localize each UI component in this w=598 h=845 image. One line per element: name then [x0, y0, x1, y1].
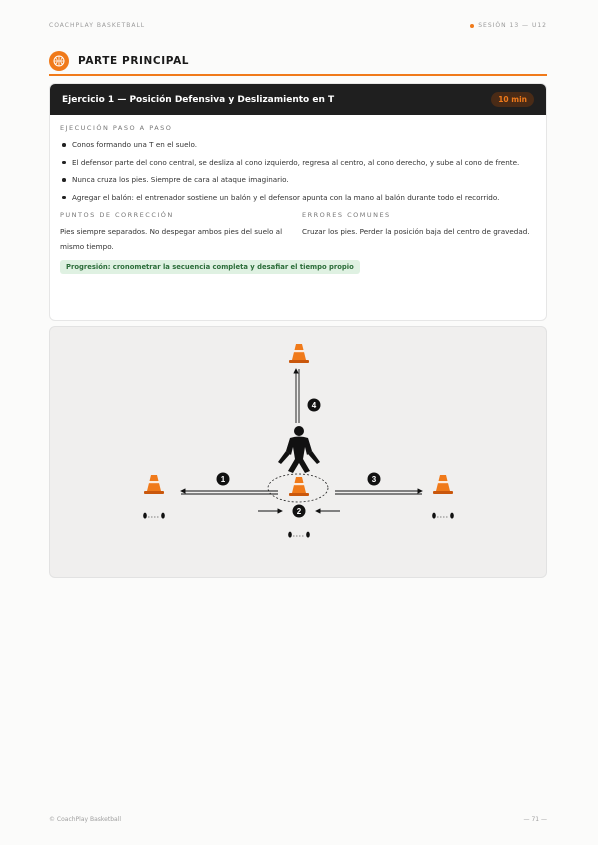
orange-dot-icon	[470, 24, 474, 28]
list-item: Conos formando una T en el suelo.	[60, 137, 536, 153]
common-errors	[302, 211, 536, 254]
list-item: El defensor parte del cono central, se desliza al cono izquierdo, regresa al centro, al cono derecho, y sube al cono de frente.	[60, 155, 536, 171]
svg-text:3: 3	[371, 475, 377, 484]
session-label: SESIÓN 13 — U12	[478, 22, 547, 29]
arrow-up	[296, 369, 299, 423]
errors-label: ERRORES COMUNES	[302, 211, 391, 219]
footprints-left	[143, 513, 165, 519]
footprints-right	[432, 513, 454, 519]
cone-center	[289, 477, 309, 496]
list-item: Agregar el balón: el entrenador sostiene un balón y el defensor apunta con la mano al balón durante todo el recorrido.	[60, 190, 536, 206]
svg-text:4: 4	[311, 401, 317, 410]
exercise-title: Ejercicio 1 — Posición Defensiva y Deslizamiento en T	[62, 94, 335, 105]
steps-list	[60, 137, 536, 205]
exercise-header	[50, 84, 546, 115]
duration-badge: 10 min	[491, 92, 534, 107]
correction-label: PUNTOS DE CORRECCIÓN	[60, 211, 174, 219]
marker-1	[217, 473, 230, 486]
section-heading	[49, 49, 547, 76]
svg-text:2: 2	[296, 507, 302, 516]
section-title: PARTE PRINCIPAL	[78, 54, 190, 67]
page-footer	[49, 816, 547, 823]
correction-text: Pies siempre separados. No despegar ambos pies del suelo al mismo tiempo.	[60, 227, 283, 251]
cone-right	[433, 475, 453, 494]
cone-top	[289, 344, 309, 363]
drill-diagram	[49, 326, 547, 578]
progression-tag: Progresión: cronometrar la secuencia completa y desafiar el tiempo propio	[60, 260, 360, 274]
session-info	[470, 22, 547, 29]
footprints-center	[288, 532, 310, 538]
basketball-icon	[49, 51, 69, 71]
errors-text: Cruzar los pies. Perder la posición baja del centro de gravedad.	[302, 227, 530, 236]
cone-left	[144, 475, 164, 494]
arrow-left	[181, 491, 278, 494]
execution-label: EJECUCIÓN PASO A PASO	[60, 124, 173, 132]
arrow-right	[335, 491, 422, 494]
drill-diagram-svg	[50, 327, 547, 578]
exercise-card	[49, 83, 547, 321]
svg-text:1: 1	[220, 475, 226, 484]
brand-name: COACHPLAY BASKETBALL	[49, 22, 146, 29]
copyright: © CoachPlay Basketball	[49, 816, 122, 823]
correction-points	[60, 211, 294, 254]
page-number: — 71 —	[523, 816, 547, 823]
defender-player	[278, 426, 320, 473]
marker-4	[308, 399, 321, 412]
marker-3	[368, 473, 381, 486]
list-item: Nunca cruza los pies. Siempre de cara al ataque imaginario.	[60, 172, 536, 188]
page-header	[49, 22, 547, 29]
marker-2	[293, 505, 306, 518]
